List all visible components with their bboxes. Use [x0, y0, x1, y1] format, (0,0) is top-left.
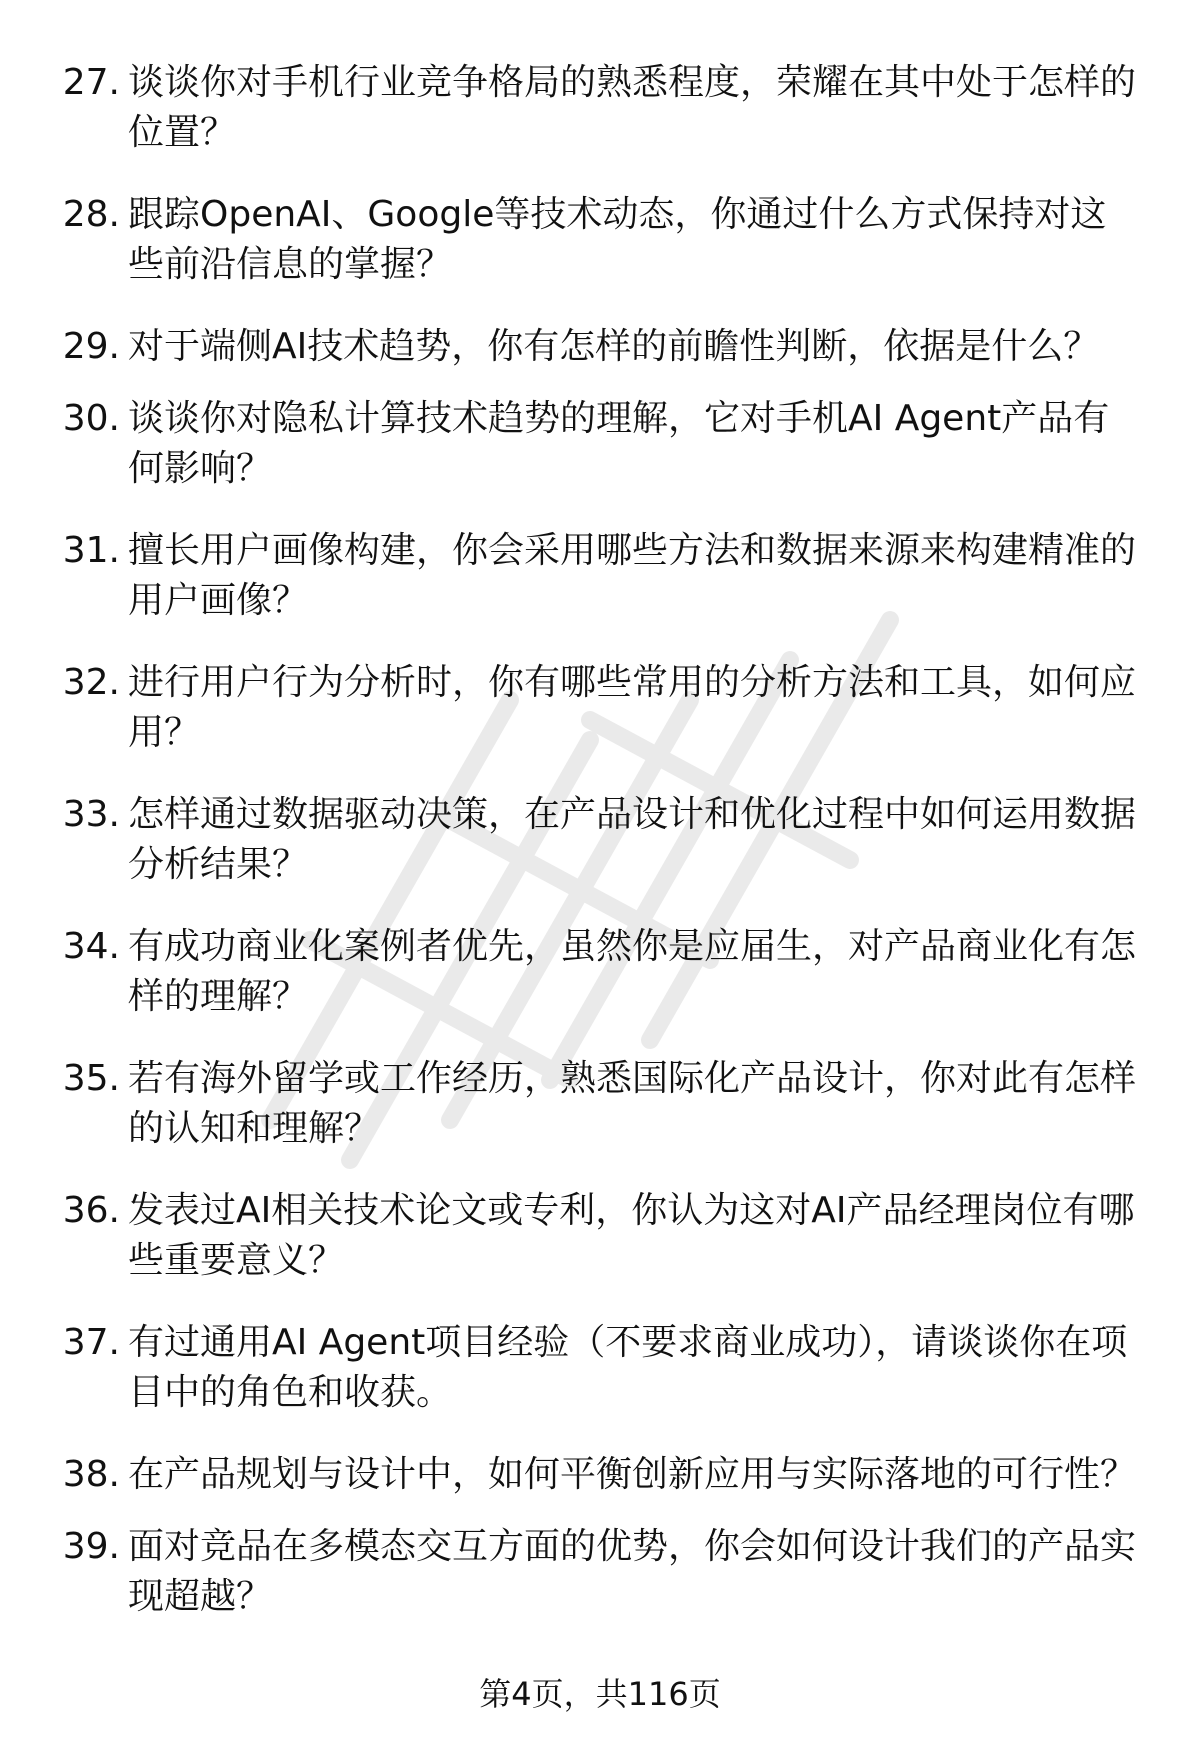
list-item: [0, 526, 1200, 658]
question-text: 发表过AI相关技术论文或专利，你认为这对AI产品经理岗位有哪些重要意义？: [128, 1190, 1135, 1281]
list-item: [0, 1186, 1200, 1318]
list-item: [0, 322, 1200, 394]
question-number: 28.: [62, 194, 120, 235]
question-number: 35.: [62, 1058, 120, 1099]
question-text: 怎样通过数据驱动决策，在产品设计和优化过程中如何运用数据分析结果？: [128, 794, 1137, 885]
list-item: [0, 1450, 1200, 1522]
list-item: [0, 922, 1200, 1054]
question-number: 27.: [62, 62, 120, 103]
question-number: 33.: [62, 794, 120, 835]
question-number: 36.: [62, 1190, 120, 1231]
page-number-footer: 第4页，共116页: [479, 1675, 721, 1713]
question-text: 对于端侧AI技术趋势，你有怎样的前瞻性判断，依据是什么？: [128, 326, 1100, 367]
list-item: [0, 190, 1200, 322]
list-item: [0, 790, 1200, 922]
list-item: [0, 658, 1200, 790]
question-number: 32.: [62, 662, 120, 703]
question-number: 39.: [62, 1526, 120, 1567]
question-text: 跟踪OpenAI、Google等技术动态，你通过什么方式保持对这些前沿信息的掌握？: [128, 194, 1107, 285]
question-text: 若有海外留学或工作经历，熟悉国际化产品设计，你对此有怎样的认知和理解？: [128, 1058, 1137, 1149]
question-number: 38.: [62, 1454, 120, 1495]
list-item: [0, 394, 1200, 526]
question-text: 进行用户行为分析时，你有哪些常用的分析方法和工具，如何应用？: [128, 662, 1137, 753]
question-number: 34.: [62, 926, 120, 967]
question-number: 29.: [62, 326, 120, 367]
question-number: 31.: [62, 530, 120, 571]
question-text: 在产品规划与设计中，如何平衡创新应用与实际落地的可行性？: [128, 1454, 1137, 1495]
list-item: [0, 1318, 1200, 1450]
question-text: 谈谈你对手机行业竞争格局的熟悉程度，荣耀在其中处于怎样的位置？: [128, 62, 1137, 153]
list-item: [0, 58, 1200, 190]
question-text: 有过通用AI Agent项目经验（不要求商业成功），请谈谈你在项目中的角色和收获。: [128, 1322, 1128, 1413]
question-number: 37.: [62, 1322, 120, 1363]
question-number: 30.: [62, 398, 120, 439]
question-list: [0, 58, 1200, 1654]
question-text: 擅长用户画像构建，你会采用哪些方法和数据来源来构建精准的用户画像？: [128, 530, 1137, 621]
list-item: [0, 1522, 1200, 1654]
question-text: 面对竞品在多模态交互方面的优势，你会如何设计我们的产品实现超越？: [128, 1526, 1137, 1617]
list-item: [0, 1054, 1200, 1186]
question-text: 谈谈你对隐私计算技术趋势的理解，它对手机AI Agent产品有何影响？: [128, 398, 1110, 489]
question-text: 有成功商业化案例者优先，虽然你是应届生，对产品商业化有怎样的理解？: [128, 926, 1137, 1017]
